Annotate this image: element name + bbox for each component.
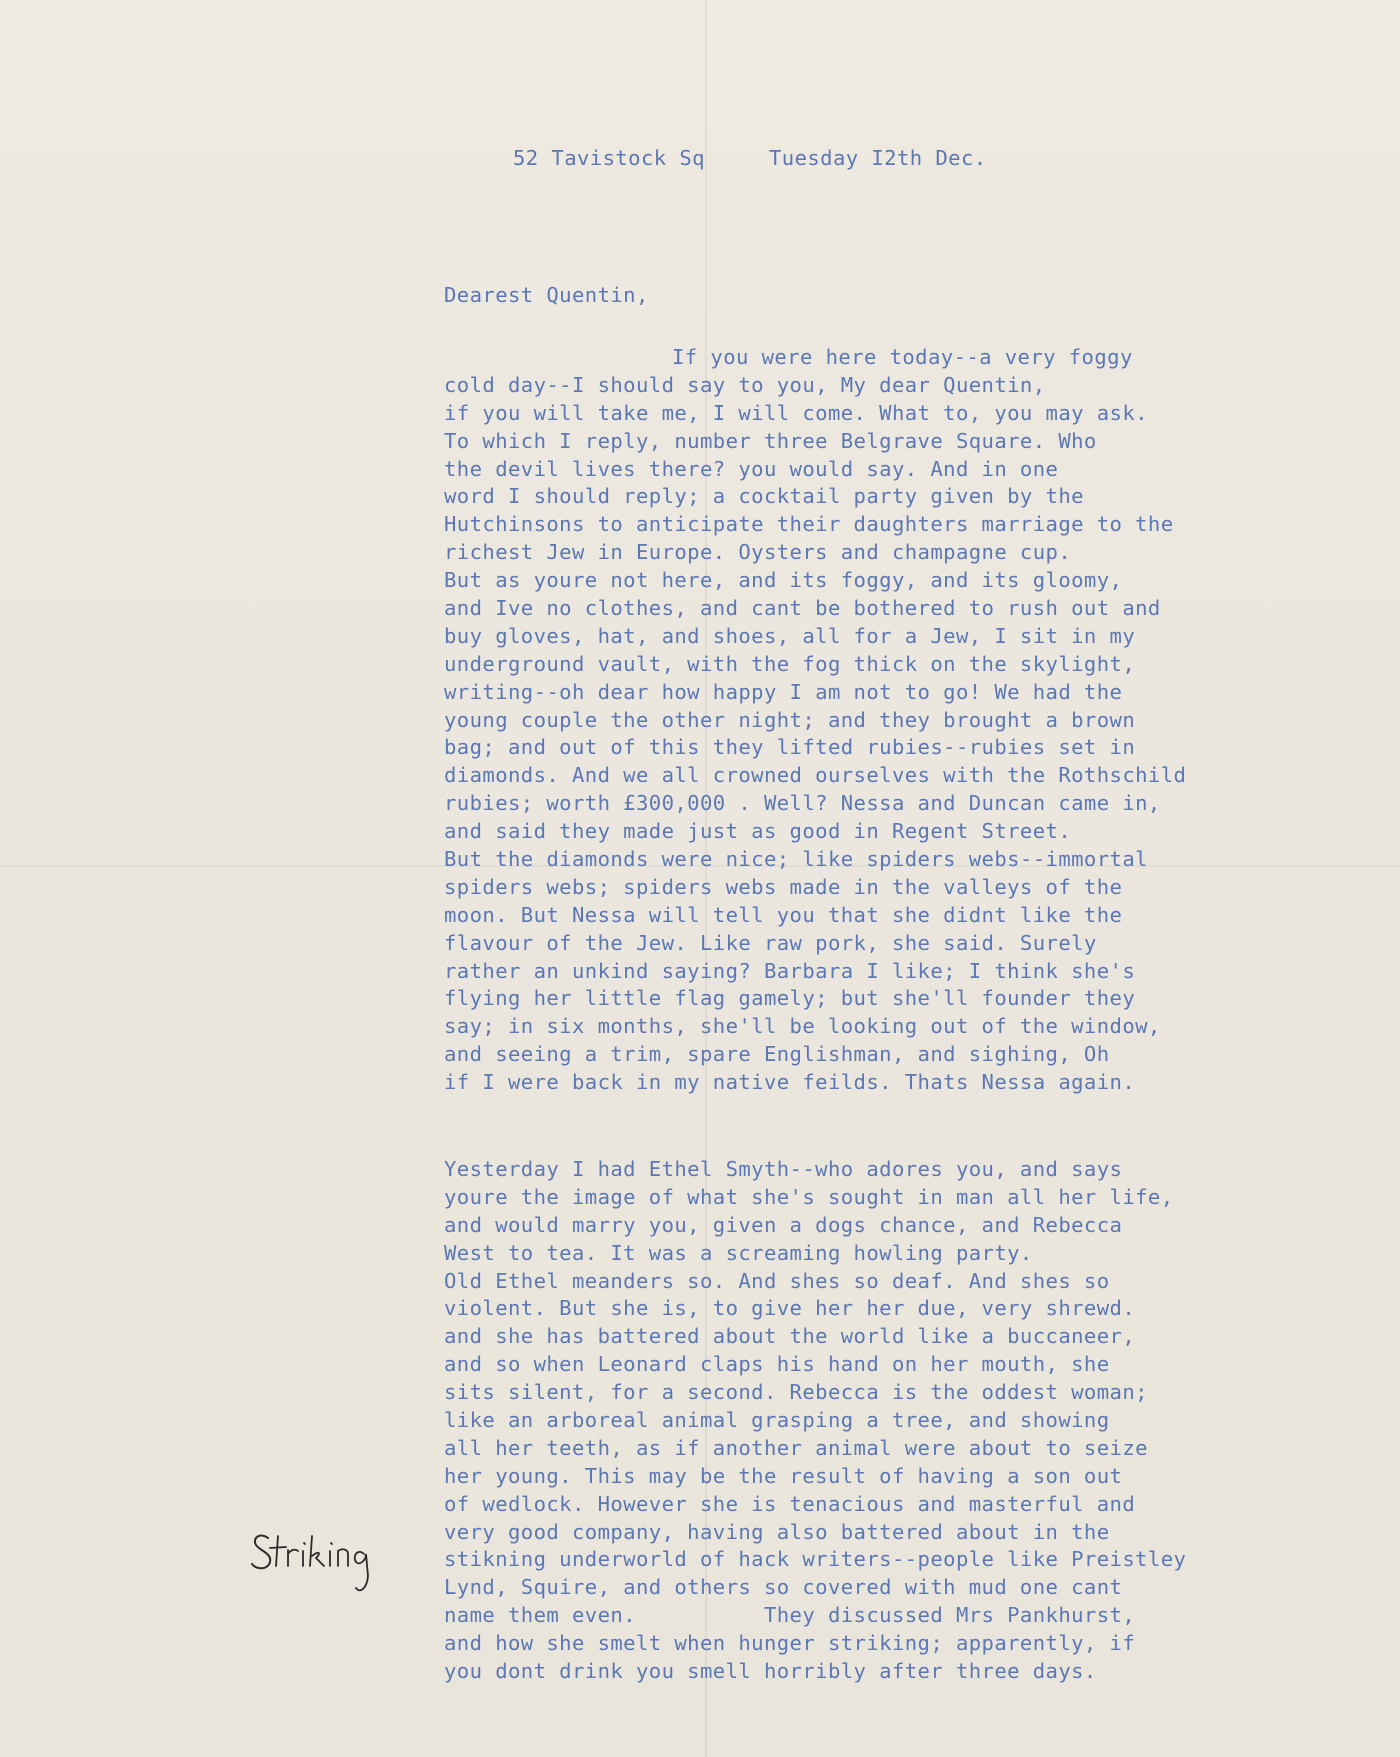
text-line: flavour of the Jew. Like raw pork, she said. Surely: [444, 930, 1097, 955]
text-line: young couple the other night; and they brought a brown: [444, 707, 1136, 732]
text-line: bag; and out of this they lifted rubies--rubies set in: [444, 735, 1136, 760]
text-line: spiders webs; spiders webs made in the valleys of the: [444, 874, 1123, 899]
letter-heading: [513, 146, 987, 170]
text-line: the devil lives there? you would say. And in one: [444, 456, 1059, 481]
text-line: Old Ethel meanders so. And shes so deaf. And shes so: [444, 1268, 1110, 1293]
text-line: violent. But she is, to give her her due, very shrewd.: [444, 1296, 1136, 1321]
text-line: and Ive no clothes, and cant be bothered to rush out and: [444, 596, 1161, 621]
heading-address: 52 Tavistock Sq: [513, 146, 705, 170]
text-line: very good company, having also battered about in the: [444, 1519, 1110, 1544]
text-line: rather an unkind saying? Barbara I like; I think she's: [444, 958, 1136, 983]
text-line: sits silent, for a second. Rebecca is the oddest woman;: [444, 1380, 1148, 1405]
text-line: richest Jew in Europe. Oysters and champagne cup.: [444, 540, 1072, 565]
text-line: Lynd, Squire, and others so covered with mud one cant: [444, 1575, 1123, 1600]
text-line: and so when Leonard claps his hand on her mouth, she: [444, 1352, 1110, 1377]
text-line: writing--oh dear how happy I am not to go! We had the: [444, 679, 1123, 704]
text-line: But as youre not here, and its foggy, and its gloomy,: [444, 568, 1123, 593]
text-line: of wedlock. However she is tenacious and masterful and: [444, 1491, 1136, 1516]
text-line: buy gloves, hat, and shoes, all for a Jew, I sit in my: [444, 623, 1136, 648]
text-line: diamonds. And we all crowned ourselves with the Rothschild: [444, 763, 1187, 788]
text-line: and she has battered about the world like a buccaneer,: [444, 1324, 1136, 1349]
text-line: moon. But Nessa will tell you that she didnt like the: [444, 902, 1123, 927]
paragraph-2: [444, 1156, 1304, 1686]
text-line: like an arboreal animal grasping a tree, and showing: [444, 1408, 1110, 1433]
handwritten-margin-note: [246, 1518, 406, 1608]
text-line: cold day--I should say to you, My dear Quentin,: [444, 372, 1046, 397]
text-line: Hutchinsons to anticipate their daughters marriage to the: [444, 512, 1174, 537]
text-line: name them even. They discussed Mrs Pankhurst,: [444, 1603, 1136, 1628]
text-line: word I should reply; a cocktail party given by the: [444, 484, 1084, 509]
text-line: all her teeth, as if another animal were about to seize: [444, 1435, 1148, 1460]
text-line: West to tea. It was a screaming howling party.: [444, 1240, 1033, 1265]
salutation: Dearest Quentin,: [444, 283, 649, 307]
text-line: if you will take me, I will come. What to, you may ask.: [444, 400, 1148, 425]
text-line: flying her little flag gamely; but she'll founder they: [444, 986, 1136, 1011]
text-line: and how she smelt when hunger striking; apparently, if: [444, 1631, 1136, 1656]
text-line: say; in six months, she'll be looking out of the window,: [444, 1014, 1161, 1039]
text-line: If you were here today--a very foggy: [672, 345, 1133, 369]
paragraph-1: [444, 344, 1304, 1097]
text-line: youre the image of what she's sought in man all her life,: [444, 1184, 1174, 1209]
text-line: Yesterday I had Ethel Smyth--who adores you, and says: [444, 1157, 1123, 1181]
text-line: and said they made just as good in Regent Street.: [444, 819, 1072, 844]
text-line: if I were back in my native feilds. Thats Nessa again.: [444, 1070, 1136, 1095]
text-line: her young. This may be the result of having a son out: [444, 1463, 1123, 1488]
text-line: and would marry you, given a dogs chance, and Rebecca: [444, 1212, 1123, 1237]
text-line: stikning underworld of hack writers--people like Preistley: [444, 1547, 1187, 1572]
text-line: But the diamonds were nice; like spiders webs--immortal: [444, 847, 1148, 872]
text-line: underground vault, with the fog thick on the skylight,: [444, 651, 1136, 676]
text-line: To which I reply, number three Belgrave Square. Who: [444, 428, 1097, 453]
text-line: and seeing a trim, spare Englishman, and sighing, Oh: [444, 1042, 1110, 1067]
text-line: rubies; worth £300,000 . Well? Nessa and Duncan came in,: [444, 791, 1161, 816]
heading-date: Tuesday I2th Dec.: [768, 146, 987, 170]
text-line: you dont drink you smell horribly after three days.: [444, 1659, 1097, 1684]
